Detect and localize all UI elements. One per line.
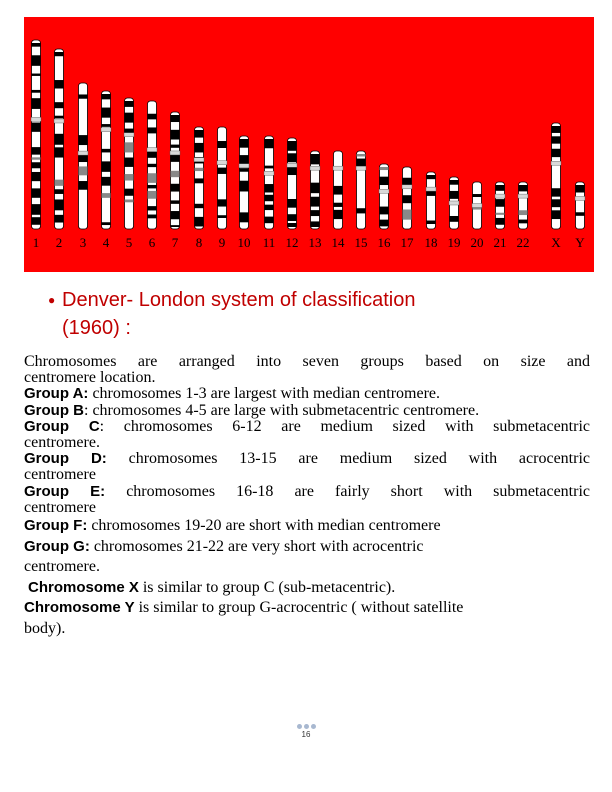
chromosome-x bbox=[551, 123, 561, 229]
chromosome-label-13: 13 bbox=[308, 235, 322, 250]
chromosome-5 bbox=[124, 98, 134, 229]
bullet-icon: ● bbox=[48, 293, 56, 307]
chromosome-label-17: 17 bbox=[400, 235, 414, 250]
chromosome-20 bbox=[472, 182, 482, 229]
group-c-label: Group C bbox=[24, 417, 100, 435]
chromosome-15 bbox=[356, 151, 366, 229]
group-f-line bbox=[24, 516, 590, 537]
chromosome-22 bbox=[518, 182, 528, 229]
group-e-text: chromosomes 16-18 are fairly short with submetacentric bbox=[105, 482, 590, 500]
chromosome-2 bbox=[54, 49, 64, 229]
group-d-label: Group D: bbox=[24, 450, 107, 468]
chromosome-label-9: 9 bbox=[218, 235, 226, 250]
chromosome-y-line bbox=[24, 598, 590, 619]
karyotype-figure bbox=[24, 17, 594, 272]
chromosome-x-text: is similar to group C (sub-metacentric). bbox=[138, 578, 396, 596]
chromosome-x-label: Chromosome X bbox=[28, 578, 139, 596]
chromosome-3 bbox=[78, 83, 88, 229]
chromosome-label-16: 16 bbox=[377, 235, 391, 250]
chromosome-label-11: 11 bbox=[262, 235, 276, 250]
chromosome-label-12: 12 bbox=[285, 235, 299, 250]
chromosome-label-14: 14 bbox=[331, 235, 345, 250]
chromosome-label-15: 15 bbox=[354, 235, 368, 250]
chromosome-11 bbox=[264, 136, 274, 229]
chromosome-19 bbox=[449, 177, 459, 229]
chromosome-6 bbox=[147, 101, 157, 229]
chromosome-label-x: X bbox=[551, 235, 561, 250]
footer-dots-icon bbox=[293, 724, 319, 729]
group-d-text: chromosomes 13-15 are medium sized with acrocentric bbox=[106, 450, 590, 468]
group-g-line-2: centromere. bbox=[24, 558, 100, 576]
chromosome-y-text: is similar to group G-acrocentric ( without satellite bbox=[134, 599, 464, 617]
group-d-line-2: centromere bbox=[24, 466, 96, 484]
intro-line-1: Chromosomes are arranged into seven groups based on size and bbox=[24, 353, 590, 370]
chromosome-21 bbox=[495, 182, 505, 229]
group-b-text: : chromosomes 4-5 are large with submetacentric centromere. bbox=[84, 401, 480, 419]
chromosome-16 bbox=[379, 164, 389, 229]
group-a-line bbox=[24, 386, 590, 402]
chromosome-14 bbox=[333, 151, 343, 229]
group-g-text: chromosomes 21-22 are very short with acrocentric bbox=[89, 537, 424, 555]
chromosome-17 bbox=[402, 167, 412, 229]
group-e-line bbox=[24, 484, 590, 500]
chromosome-18 bbox=[426, 172, 436, 229]
section-heading bbox=[48, 286, 588, 342]
group-g-label: Group G: bbox=[24, 537, 90, 555]
group-f-label: Group F: bbox=[24, 517, 88, 535]
chromosome-label-7: 7 bbox=[171, 235, 179, 250]
group-d-line bbox=[24, 451, 590, 467]
chromosome-7 bbox=[170, 112, 180, 229]
chromosome-y bbox=[575, 182, 585, 229]
group-e-label: Group E: bbox=[24, 482, 106, 500]
chromosome-x-line bbox=[24, 578, 590, 599]
chromosome-label-5: 5 bbox=[125, 235, 133, 250]
chromosome-label-8: 8 bbox=[195, 235, 203, 250]
group-b-label: Group B bbox=[24, 401, 84, 419]
chromosome-13 bbox=[310, 151, 320, 229]
chromosome-label-2: 2 bbox=[55, 235, 63, 250]
classification-text bbox=[24, 354, 590, 639]
chromosome-12 bbox=[287, 138, 297, 229]
chromosome-1 bbox=[31, 40, 41, 229]
chromosome-label-10: 10 bbox=[237, 235, 251, 250]
chromosome-label-1: 1 bbox=[32, 235, 40, 250]
chromosome-label-21: 21 bbox=[493, 235, 507, 250]
chromosome-label-20: 20 bbox=[470, 235, 484, 250]
chromosome-label-y: Y bbox=[575, 235, 585, 250]
chromosome-10 bbox=[239, 136, 249, 229]
page-number: 16 bbox=[301, 730, 311, 739]
chromosome-label-6: 6 bbox=[148, 235, 156, 250]
chromosome-label-3: 3 bbox=[79, 235, 87, 250]
chromosome-label-22: 22 bbox=[516, 235, 530, 250]
group-g-line bbox=[24, 537, 590, 558]
chromosome-label-18: 18 bbox=[424, 235, 438, 250]
group-a-label: Group A: bbox=[24, 385, 89, 403]
group-a-text: chromosomes 1-3 are largest with median centromere. bbox=[88, 385, 441, 403]
group-c-line bbox=[24, 419, 590, 435]
chromosome-8 bbox=[194, 127, 204, 229]
intro-line-2: centromere location. bbox=[24, 369, 156, 387]
chromosome-y-label: Chromosome Y bbox=[24, 599, 135, 617]
chromosome-label-4: 4 bbox=[102, 235, 110, 250]
group-f-text: chromosomes 19-20 are short with median centromere bbox=[87, 517, 441, 535]
chromosome-4 bbox=[101, 91, 111, 229]
heading-line-2: (1960) : bbox=[62, 317, 131, 339]
chromosome-y-line-2: body). bbox=[24, 619, 66, 637]
chromosome-9 bbox=[217, 127, 227, 229]
group-b-line bbox=[24, 403, 590, 419]
group-e-line-2: centromere bbox=[24, 498, 96, 516]
page-footer bbox=[293, 724, 319, 739]
group-c-text: : chromosomes 6-12 are medium sized with submetacentric bbox=[99, 417, 591, 435]
chromosome-label-19: 19 bbox=[447, 235, 461, 250]
heading-line-1: Denver- London system of classification bbox=[62, 289, 416, 311]
group-c-line-2: centromere. bbox=[24, 434, 100, 452]
karyotype-ideogram bbox=[24, 17, 594, 272]
